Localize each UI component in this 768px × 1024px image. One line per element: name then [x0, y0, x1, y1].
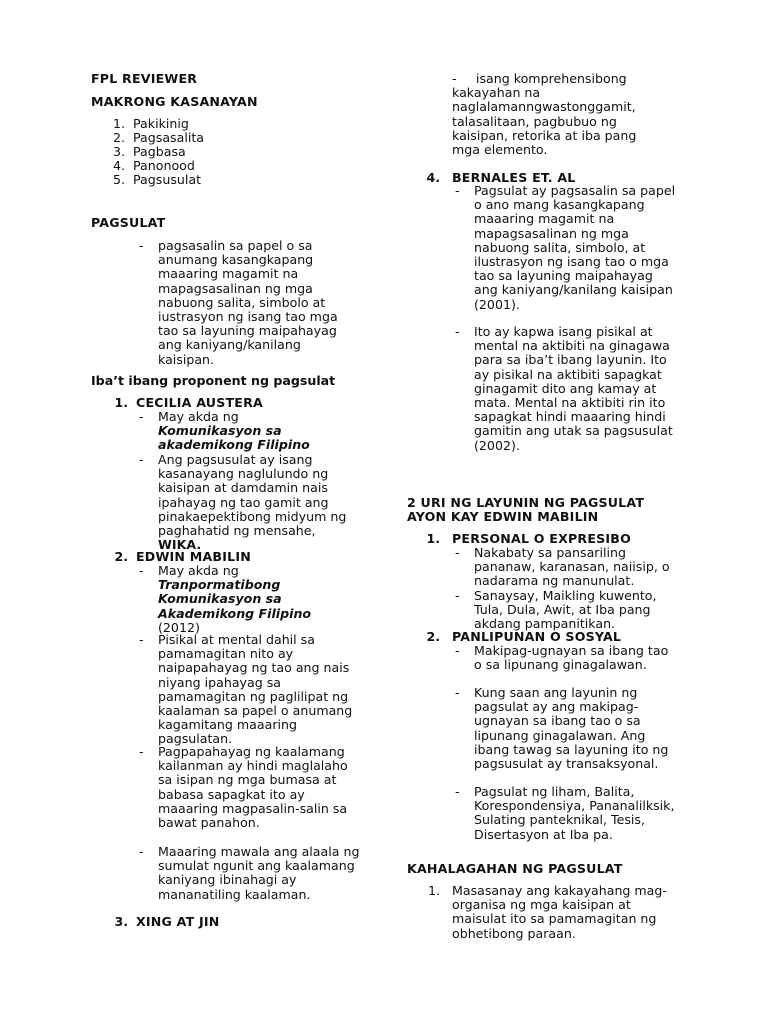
list-number: 1. — [427, 883, 440, 898]
bullet-dash: - — [455, 784, 460, 799]
list-item: 4. Panonood — [113, 158, 195, 173]
bullet-dash: - — [455, 643, 460, 658]
uri-type-name: PERSONAL O EXPRESIBO — [452, 531, 631, 546]
list-item: 5. Pagsusulat — [113, 172, 202, 187]
bullet-dash: - — [139, 563, 144, 578]
bullet-text: Kung saan ang layunin ng pagsulat ay ang makipag-ugnayan sa ibang tao o sa lipunang ginagalawan. Ang ibang tawag sa layuning ito ng pagsusulat ay transaksyonal. — [474, 685, 669, 772]
bullet-dash: - — [139, 744, 144, 759]
bullet-dash: - — [452, 71, 457, 86]
bullet-text: Pagpapahayag ng kaalamang kailanman ay hindi maglalaho sa isipan ng mga bumasa at babasa sapagkat ito ay maaaring magpasalin-salin sa bawat panahon. — [158, 744, 348, 831]
bullet-dash: - — [139, 238, 144, 253]
bullet-dash: - — [139, 632, 144, 647]
list-item: 1. Pakikinig — [113, 116, 189, 131]
bullet-dash: - — [455, 588, 460, 603]
bullet-text: Ito ay kapwa isang pisikal at mental na aktibiti na ginagawa para sa iba’t ibang layunin. Ito ay pisikal na aktibiti sapagkat ginagamit dito ang kamay at mata. Mental na aktibiti rin ito sapagkat hindi maaaring hindi gamitin ang utak sa pagsusulat (2002). — [474, 324, 673, 453]
bullet-dash: - — [455, 183, 460, 198]
bullet-text: Pisikal at mental dahil sa pamamagitan nito ay naipapahayag ng tao ang nais niyang ipahayag sa pamamagitan ng paglilipat ng kaalaman sa papel o anumang kagamitang maaaring pagsulatan. — [158, 632, 353, 747]
bullet-dash: - — [139, 844, 144, 859]
proponent-name: BERNALES ET. AL — [452, 170, 576, 185]
bullet-text: Pagsulat ng liham, Balita, Korespondensiya, Pananalilksik, Sulating panteknikal, Tesis, Disertasyon at Iba pa. — [474, 784, 675, 842]
pagsulat-definition: pagsasalin sa papel o sa anumang kasangkapang maaaring magamit na mapagsasalinan ng mga nabuong salita, simbolo at iustrasyon ng isang tao mga tao sa layuning maipahayag ang kaniyang/kanilang kaisipan. — [158, 238, 338, 367]
list-number: 2. — [114, 549, 128, 564]
bullet-dash: - — [455, 685, 460, 700]
bullet-text: Pagsulat ay pagsasalin sa papel o ano mang kasangkapang maaaring magamit na mapagsasalinan ng mga nabuong salita, simbolo, at ilustrasyon ng isang tao o mga tao sa layuning maipahayag ang kaniyang/kanilang kaisipan (2001). — [474, 183, 676, 312]
kahalagahan-heading: KAHALAGAHAN NG PAGSULAT — [407, 861, 623, 876]
bullet-dash: - — [455, 324, 460, 339]
list-number: 1. — [426, 531, 440, 546]
bullet-dash: - — [139, 452, 144, 467]
uri-type-name: PANLIPUNAN O SOSYAL — [452, 629, 622, 644]
uri-subheading: AYON KAY EDWIN MABILIN — [407, 509, 599, 524]
list-number: 4. — [426, 170, 440, 185]
bullet-text: Maaaring mawala ang alaala ng sumulat ngunit ang kaalamang kaniyang ibinahagi ay mananatiling kaalaman. — [158, 844, 360, 902]
proponent-name: EDWIN MABILIN — [136, 549, 251, 564]
list-number: 1. — [114, 395, 128, 410]
bullet-text: Sanaysay, Maikling kuwento, Tula, Dula, Awit, at Iba pang akdang pampanitikan. — [474, 588, 657, 632]
proponent-heading: Iba’t ibang proponent ng pagsulat — [91, 373, 336, 388]
bullet-text: isang komprehensibong kakayahan na naglalamanngwastonggamit, talasalitaan, pagbubuo ng kaisipan, retorika at iba pang mga elemento. — [452, 71, 637, 158]
bullet-text: May akda ng Komunikasyon sa akademikong Filipino — [158, 409, 310, 453]
uri-heading: 2 URI NG LAYUNIN NG PAGSULAT — [407, 495, 645, 510]
pagsulat-heading: PAGSULAT — [91, 215, 166, 230]
bullet-text: Ang pagsusulat ay isang kasanayang naglulundo ng kaisipan at damdamin nais ipahayag ng tao gamit ang pinakaepektibong midyum ng paghahatid ng mensahe, WIKA. — [158, 452, 347, 553]
bullet-text: May akda ng Tranpormatibong Komunikasyon sa Akademikong Filipino (2012) — [158, 563, 312, 635]
list-item: 3. Pagbasa — [113, 144, 186, 159]
list-item: 2. Pagsasalita — [113, 130, 204, 145]
bullet-dash: - — [455, 545, 460, 560]
list-item-text: Masasanay ang kakayahang mag-organisa ng mga kaisipan at maisulat ito sa pamamagitan ng obhetibong paraan. — [452, 883, 667, 941]
bullet-text: Makipag-ugnayan sa ibang tao o sa lipunang ginagalawan. — [474, 643, 669, 673]
proponent-name: CECILIA AUSTERA — [136, 395, 263, 410]
document-title: FPL REVIEWER — [91, 71, 198, 86]
list-number: 3. — [114, 914, 128, 929]
proponent-name: XING AT JIN — [136, 914, 220, 929]
bullet-dash: - — [139, 409, 144, 424]
makro-heading: MAKRONG KASANAYAN — [91, 94, 258, 109]
bullet-text: Nakabaty sa pansariling pananaw, karanasan, naiisip, o nadarama ng manunulat. — [474, 545, 670, 589]
list-number: 2. — [426, 629, 440, 644]
